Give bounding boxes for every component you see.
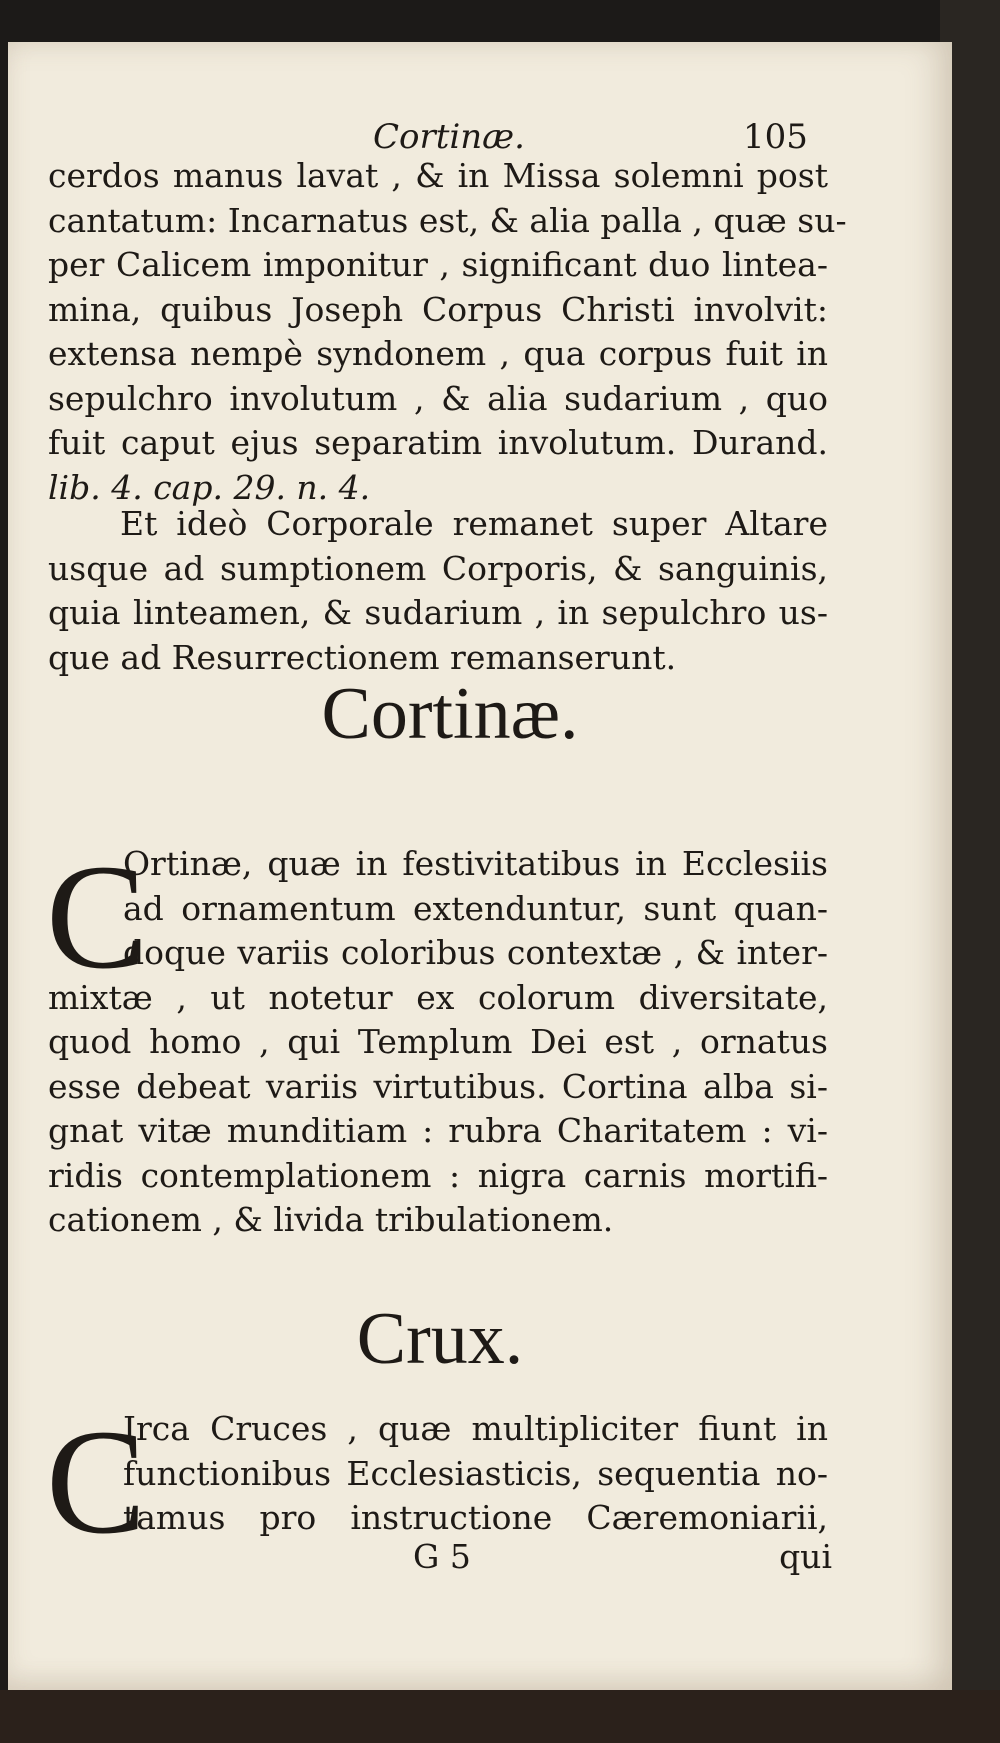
text-line: cantatum: Incarnatus est, & alia palla , quæ su- [48,200,847,240]
text-line: gnat vitæ munditiam : rubra Charitatem : vi- [48,1111,828,1150]
book-bottom-edge [0,1690,1000,1743]
text-line: cationem , & livida tribulationem. [48,1200,614,1239]
text-line: quia linteamen, & sudarium , in sepulchro us- [48,593,828,632]
section-heading-crux: Crux. [356,1298,524,1380]
text-line: Irca Cruces , quæ multipliciter fiunt in [123,1409,828,1448]
text-line: mixtæ , ut notetur ex colorum diversitate, [48,977,828,1017]
text-line: mina, quibus Joseph Corpus Christi involvit: [48,289,828,329]
text-line: esse debeat variis virtutibus. Cortina alba si- [48,1066,828,1106]
signature-mark: G 5 [413,1537,471,1576]
text-line: tamus pro instructione Cæremoniarii, [123,1498,828,1537]
text-line: quod homo , qui Templum Dei est , ornatus [48,1022,828,1061]
page-footer [48,1537,832,1582]
text-line: cerdos manus lavat , & in Missa solemni post [48,156,828,195]
text-line: sepulchro involutum , & alia sudarium , quo [48,378,828,418]
section-heading-cortinae: Cortinæ. [321,673,579,755]
text-line: usque ad sumptionem Corporis, & sanguinis, [48,548,828,588]
text-line: per Calicem imponitur , significant duo lintea- [48,245,828,284]
text-line: Et ideò Corporale remanet super Altare [120,504,828,543]
paragraph-corporale [48,502,828,680]
text-line: extensa nempè syndonem , qua corpus fuit in [48,334,828,373]
drop-cap: C [46,1399,147,1565]
text-line: que ad Resurrectionem remanserunt. [48,637,677,677]
drop-cap: C [46,834,147,1000]
text-line: fuit caput ejus separatim involutum. Durand. [48,423,828,462]
text-line: Ortinæ, quæ in festivitatibus in Ecclesiis [123,844,828,883]
text-line: ridis contemplationem : nigra carnis mortifi- [48,1155,828,1195]
paragraph-continuation [48,154,847,510]
text-line: ad ornamentum extenduntur, sunt quan- [123,888,828,928]
page-number: 105 [743,117,808,157]
book-page [8,42,952,1690]
paragraph-cortinae [46,834,828,1243]
paragraph-crux [48,1407,828,1541]
text-line: lib. 4. cap. 29. n. 4. [48,467,371,507]
text-line: functionibus Ecclesiasticis, sequentia no- [123,1453,828,1493]
text-line: doque variis coloribus contextæ , & inter- [123,933,828,972]
catchword: qui [779,1537,832,1576]
running-title: Cortinæ. [373,117,525,157]
